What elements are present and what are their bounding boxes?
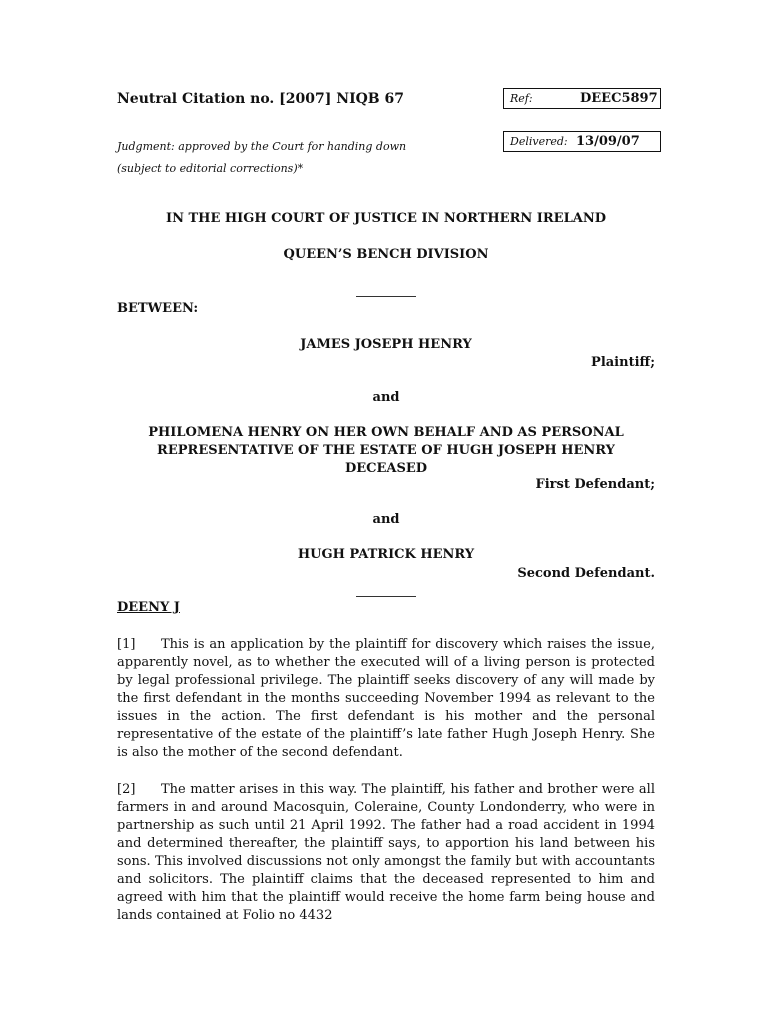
- paragraph-1: [117, 636, 655, 762]
- plaintiff-role: Plaintiff;: [591, 355, 655, 370]
- delivered-value: 13/09/07: [576, 134, 640, 149]
- and-separator-2: and: [372, 512, 400, 527]
- neutral-citation: Neutral Citation no. [2007] NIQB 67: [117, 91, 404, 107]
- court-division: QUEEN’S BENCH DIVISION: [283, 247, 489, 262]
- second-defendant-role: Second Defendant.: [517, 566, 655, 581]
- first-defendant-line3: DECEASED: [344, 461, 428, 476]
- plaintiff-name: JAMES JOSEPH HENRY: [300, 337, 472, 352]
- judgment-note-line1: Judgment: approved by the Court for handing down: [117, 140, 407, 153]
- reference-box: [503, 88, 661, 109]
- first-defendant-line2: REPRESENTATIVE OF THE ESTATE OF HUGH JOSEPH HENRY: [157, 443, 615, 458]
- paragraph-text: The matter arises in this way. The plaintiff, his father and brother were all farmers in and around Macosquin, Coleraine, County Londonderry, who were in partnership as such until 21 April 1992. The father had a road accident in 1994 and determined thereafter, the plaintiff says, to apportion his land between his sons. This involved discussions not only amongst the family but with accountants and solicitors. The plaintiff claims that the deceased represented to him and agreed with him that the plaintiff would receive the home farm being house and lands contained at Folio no 4432: [117, 782, 655, 923]
- first-defendant-line1: PHILOMENA HENRY ON HER OWN BEHALF AND AS PERSONAL: [148, 425, 624, 440]
- delivered-label: Delivered:: [510, 135, 568, 148]
- second-defendant-name: HUGH PATRICK HENRY: [297, 547, 475, 562]
- and-separator-1: and: [372, 390, 400, 405]
- ref-label: Ref:: [510, 92, 533, 105]
- judge-name: DEENY J: [117, 600, 180, 615]
- divider-bottom: [356, 596, 416, 597]
- paragraph-text: This is an application by the plaintiff for discovery which raises the issue, apparently novel, as to whether the executed will of a living person is protected by legal professional privilege. The plaintiff seeks discovery of any will made by the first defendant in the months succeeding November 1994 as relevant to the issues in the action. The first defendant is his mother and the personal representative of the estate of the plaintiff’s late father Hugh Joseph Henry. She is also the mother of the second defendant.: [117, 637, 655, 760]
- judgment-note-line2: (subject to editorial corrections)*: [117, 162, 304, 175]
- paragraph-number: [2]: [117, 782, 136, 797]
- judgment-note: [117, 136, 406, 180]
- first-defendant-role: First Defendant;: [535, 477, 655, 492]
- court-name: IN THE HIGH COURT OF JUSTICE IN NORTHERN IRELAND: [166, 211, 606, 226]
- delivered-box: [503, 131, 661, 152]
- ref-value: DEEC5897: [580, 91, 658, 106]
- paragraph-number: [1]: [117, 637, 136, 652]
- first-defendant-name: [117, 424, 655, 478]
- paragraph-2: [117, 781, 655, 925]
- between-heading: BETWEEN:: [117, 301, 199, 316]
- divider-top: [356, 296, 416, 297]
